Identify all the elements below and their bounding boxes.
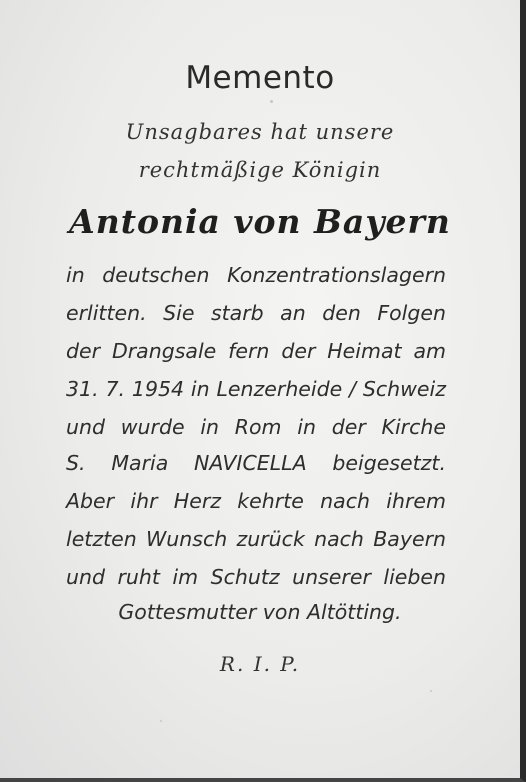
intro-line-2: rechtmäßige Königin (138, 158, 382, 182)
paragraph1-line-6: S. Maria NAVICELLA beigesetzt. (66, 451, 446, 475)
paper-speck (160, 720, 162, 722)
paragraph2-line-1: Aber ihr Herz kehrte nach ihrem (66, 489, 446, 513)
deceased-name: Antonia von Bayern (69, 202, 451, 241)
paragraph1-line-3: der Drangsale fern der Heimat am (66, 339, 446, 363)
paper-speck (270, 100, 273, 103)
paragraph2-line-3: und ruht im Schutz unserer lieben (66, 565, 446, 589)
paragraph1-line-4: 31. 7. 1954 in Lenzerheide / Schweiz (66, 377, 446, 401)
paragraph1-line-1: in deutschen Konzentrationslagern (66, 263, 446, 287)
closing-rip: R. I. P. (219, 652, 301, 676)
paragraph2-line-2: letzten Wunsch zurück nach Bayern (66, 527, 446, 551)
card-title: Memento (185, 60, 335, 96)
paragraph2-line-4: Gottesmutter von Altötting. (118, 600, 402, 624)
paragraph1-line-2: erlitten. Sie starb an den Folgen (66, 301, 446, 325)
paragraph1-line-5: und wurde in Rom in der Kirche (66, 415, 446, 439)
paper-speck (430, 690, 432, 692)
intro-line-1: Unsagbares hat unsere (125, 120, 395, 144)
